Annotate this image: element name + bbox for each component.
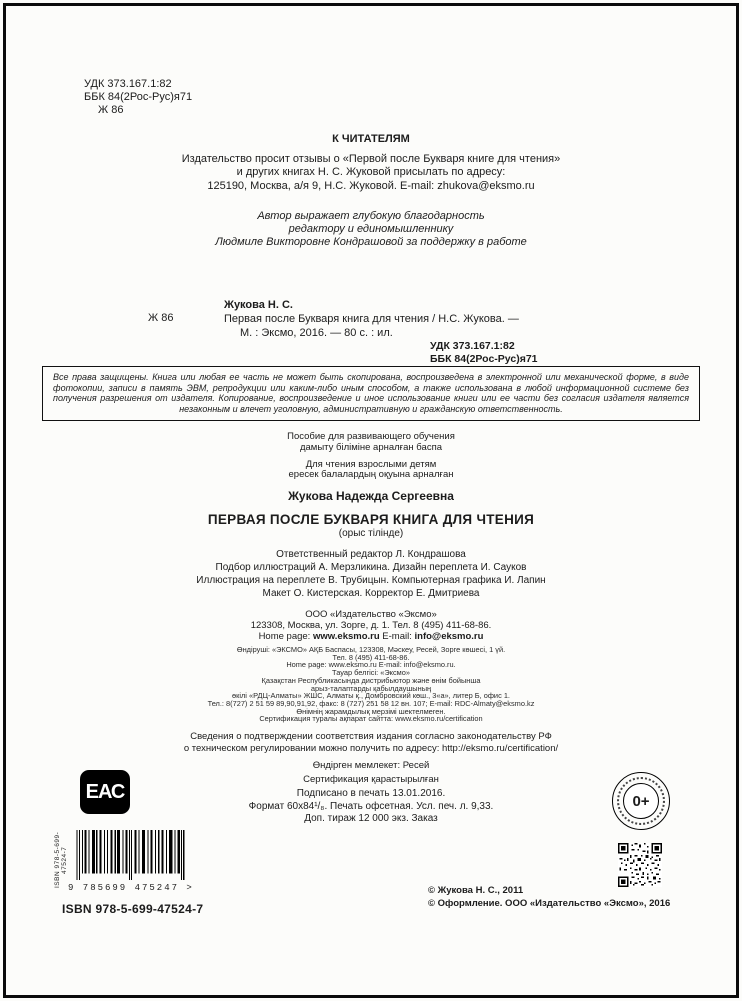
catalog-card-indices [430, 340, 538, 365]
author-index: Ж 86 [98, 104, 124, 116]
purpose-line-ru: Пособие для развивающего обучения [287, 431, 455, 442]
email-label: E-mail: [379, 631, 415, 643]
catalog-udc: УДК 373.167.1:82 [430, 340, 515, 352]
credit-line: Иллюстрация на переплете В. Трубицын. Компьютерная графика И. Лапин [196, 575, 546, 586]
print-format-line: Формат 60х84¹/₈. Печать офсетная. Усл. печ. л. 9,33. [248, 800, 494, 812]
origin-line: Сертификация қарастырылған [303, 773, 439, 785]
home-page-label: Home page: [258, 631, 313, 643]
readers-line: 125190, Москва, а/я 9, Н.С. Жуковой. E-mail: zhukova@eksmo.ru [207, 179, 535, 192]
publisher-site-link: www.eksmo.ru [312, 631, 380, 643]
gratitude-line: Людмиле Викторовне Кондрашовой за поддержку в работе [215, 236, 527, 248]
eac-logo-label: ЕАС [85, 780, 125, 803]
credit-line: Макет О. Кистерская. Корректор Е. Дмитриева [262, 588, 480, 599]
certification-line: о техническом регулировании можно получить по адресу: http://eksmo.ru/certification/ [183, 743, 559, 754]
catalog-card [224, 298, 519, 340]
credits-list [0, 548, 742, 600]
purpose-line-ru: Для чтения взрослыми детям [305, 458, 437, 470]
rights-reserved-box: Все права защищены. Книга или любая ее часть не может быть скопирована, воспроизведена в электронной или механической форме, в виде фотокопии, записи в память ЭВМ, репродукции или каким-либо иным способом, а также использована в любой информационной системе без получения разрешения от издателя. Копирование, воспроизведение и иное использование книги или ее части без согласия издателя является незаконным и влечет уголовную, административную и гражданскую ответственность. [42, 366, 700, 421]
barcode-bars-image [72, 830, 190, 880]
readers-line: и других книгах Н. С. Жуковой присылать по адресу: [236, 166, 506, 178]
publisher-block [0, 609, 742, 643]
credit-line: Подбор иллюстраций А. Мерзликина. Дизайн переплета И. Сауков [215, 562, 527, 573]
kz-publisher-block [0, 646, 742, 723]
catalog-card-author: Жукова Н. С. [224, 299, 293, 311]
copyright-credits [428, 884, 670, 910]
readers-heading: К ЧИТАТЕЛЯМ [332, 133, 410, 145]
copyright-line: © Жукова Н. С., 2011 [428, 885, 524, 896]
purpose-block [0, 432, 742, 481]
age-restriction-label: 0+ [623, 783, 659, 819]
kz-line: Тел.: 8(727) 2 51 59 89,90,91,92, факс: 8 (727) 251 58 12 вн. 107; E-mail: RDC-Almaty@eksmo.kz [207, 698, 535, 708]
publisher-name: ООО «Издательство «Эксмо» [305, 609, 437, 620]
barcode-digits: 9 785699 475247 > [68, 883, 194, 893]
udc-line: УДК 373.167.1:82 [84, 78, 172, 90]
origin-line: Өндірген мемлекет: Ресей [312, 760, 430, 771]
gratitude-line: редактору и единомышленнику [288, 223, 454, 235]
age-restriction-badge [612, 772, 670, 830]
classification-block [84, 78, 192, 117]
book-language-note: (орыс тілінде) [338, 528, 404, 539]
kz-line: Сертификация туралы ақпарат сайтта: www.eksmo.ru/certification [259, 714, 483, 724]
kz-line: Қазақстан Республикасында дистрибьютор және өнім бойынша [261, 675, 481, 685]
copyright-line: © Оформление. ООО «Издательство «Эксмо», 2016 [428, 898, 671, 909]
purpose-line-kz: дамыту біліміне арналған баспа [299, 441, 442, 453]
eac-logo [80, 770, 130, 814]
catalog-card-index: Ж 86 [148, 312, 174, 324]
kz-line: Өндіруші: «ЭКСМО» АҚБ Баспасы, 123308, Мәскеу, Ресей, Зорге көшесі, 1 үй. [236, 645, 506, 654]
kz-line: Тауар белгісі: «Эксмо» [332, 668, 410, 678]
qr-code [618, 843, 662, 887]
kz-line: Тел. 8 (495) 411-68-86. [332, 652, 410, 662]
kz-line: өкілі «РДЦ-Алматы» ЖШС, Алматы қ., Домбровский көш., 3«а», литер Б, офис 1. [232, 691, 510, 701]
isbn-number: ISBN 978-5-699-47524-7 [62, 902, 204, 916]
readers-note [0, 133, 742, 193]
credit-line: Ответственный редактор Л. Кондрашова [276, 549, 466, 560]
book-title: ПЕРВАЯ ПОСЛЕ БУКВАРЯ КНИГА ДЛЯ ЧТЕНИЯ [207, 512, 535, 527]
kz-line: Өнімнің жарамдылық мерзімі шектелмеген. [296, 706, 446, 716]
barcode-vertical-isbn: ISBN 978-5-699-47524-7 [54, 831, 68, 889]
print-date-line: Подписано в печать 13.01.2016. [296, 788, 446, 799]
publisher-address: 123308, Москва, ул. Зорге, д. 1. Тел. 8 (495) 411-68-86. [250, 620, 492, 632]
bbk-line: ББК 84(2Рос-Рус)я71 [84, 91, 193, 103]
catalog-bbk: ББК 84(2Рос-Рус)я71 [430, 352, 538, 365]
readers-line: Издательство просит отзывы о «Первой после Букваря книге для чтения» [181, 152, 561, 165]
publisher-email-link: info@eksmo.ru [414, 631, 484, 643]
publisher-contacts [0, 631, 742, 642]
certification-note [0, 731, 742, 755]
purpose-line-kz: ересек балалардың оқуына арналған [288, 469, 454, 481]
kz-line: Home page: www.eksmo.ru E-mail: info@eksmo.ru. [286, 660, 456, 670]
catalog-card-line: Первая после Букваря книга для чтения / Н.С. Жукова. — [224, 313, 519, 325]
certification-line: Сведения о подтверждении соответствия издания согласно законодательству РФ [190, 731, 552, 742]
book-author-name: Жукова Надежда Сергеевна [288, 489, 454, 503]
print-run-line: Доп. тираж 12 000 экз. Заказ [304, 813, 438, 824]
isbn-barcode [56, 830, 216, 900]
kz-line: арыз-талаптарды қабылдаушының [310, 683, 432, 693]
gratitude-line: Автор выражает глубокую благодарность [257, 210, 485, 222]
author-gratitude [0, 210, 742, 249]
catalog-card-line: М. : Эксмо, 2016. — 80 с. : ил. [240, 327, 393, 339]
